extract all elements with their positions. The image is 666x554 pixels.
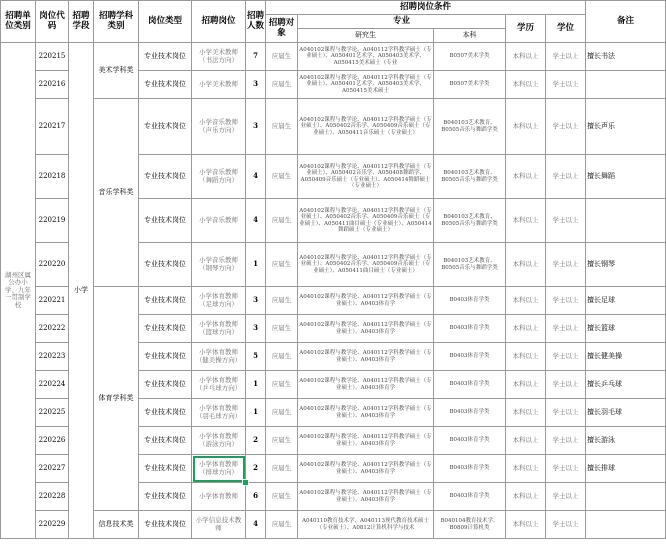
degree-cell[interactable]: 学士以上 bbox=[546, 427, 586, 455]
header-post[interactable]: 招聘岗位 bbox=[192, 1, 246, 43]
grad-major-cell[interactable]: A040102课程与教学论、A040112学科教学硕士（专业硕士）、A0403体育学 bbox=[298, 315, 434, 343]
undergrad-major-cell[interactable]: B0403体育学类 bbox=[434, 371, 506, 399]
count-cell[interactable]: 3 bbox=[246, 315, 266, 343]
post-type-cell[interactable]: 专业技术岗位 bbox=[139, 155, 192, 199]
target-cell[interactable]: 应届生 bbox=[266, 371, 298, 399]
undergrad-major-cell[interactable]: B040103艺术教育、B0505音乐与舞蹈学类 bbox=[434, 155, 506, 199]
target-cell[interactable]: 应届生 bbox=[266, 315, 298, 343]
undergrad-major-cell[interactable]: B0507美术学类 bbox=[434, 71, 506, 99]
header-post-code[interactable]: 岗位代码 bbox=[36, 1, 69, 43]
post-code-cell[interactable]: 220225 bbox=[36, 399, 69, 427]
target-cell[interactable]: 应届生 bbox=[266, 287, 298, 315]
grad-major-cell[interactable]: A040102课程与教学论、A040112学科教学硕士（专业硕士）、A0403体育学 bbox=[298, 455, 434, 483]
count-cell[interactable]: 4 bbox=[246, 511, 266, 539]
post-cell[interactable]: 小学音乐教师（声乐方向） bbox=[192, 99, 246, 155]
remark-cell[interactable]: 擅长健美操 bbox=[586, 343, 666, 371]
header-conditions[interactable]: 招聘岗位条件 bbox=[266, 1, 586, 15]
education-cell[interactable]: 本科以上 bbox=[506, 399, 546, 427]
remark-cell[interactable] bbox=[586, 199, 666, 243]
remark-cell[interactable]: 擅长篮球 bbox=[586, 315, 666, 343]
table-row bbox=[1, 287, 666, 315]
grad-major-cell[interactable]: A040102课程与教学论、A040112学科教学硕士（专业硕士）、A050401艺术学、A050403美术学、A050415美术硕士 bbox=[298, 71, 434, 99]
target-cell[interactable]: 应届生 bbox=[266, 199, 298, 243]
undergrad-major-cell[interactable]: B0403体育学类 bbox=[434, 455, 506, 483]
table-row bbox=[1, 511, 666, 539]
grad-major-cell[interactable]: A040102课程与教学论、A040112学科教学硕士（专业硕士）、A0403体育学 bbox=[298, 483, 434, 511]
count-cell[interactable]: 1 bbox=[246, 399, 266, 427]
post-code-cell[interactable]: 220221 bbox=[36, 287, 69, 315]
count-cell[interactable]: 3 bbox=[246, 287, 266, 315]
undergrad-major-cell[interactable]: B0403体育学类 bbox=[434, 483, 506, 511]
remark-cell[interactable]: 擅长羽毛球 bbox=[586, 399, 666, 427]
degree-cell[interactable]: 学士以上 bbox=[546, 155, 586, 199]
degree-cell[interactable]: 学士以上 bbox=[546, 243, 586, 287]
education-cell[interactable]: 本科以上 bbox=[506, 427, 546, 455]
remark-cell[interactable] bbox=[586, 71, 666, 99]
grad-major-cell[interactable]: A040102课程与教学论、A040112学科教学硕士（专业硕士）、A050402音乐学、A050409音乐硕士（专业硕士）、A050411音乐硕士（专业硕士） bbox=[298, 99, 434, 155]
post-cell[interactable]: 小学音乐教师 bbox=[192, 199, 246, 243]
undergrad-major-cell[interactable]: B0403体育学类 bbox=[434, 315, 506, 343]
remark-cell[interactable]: 擅长排球 bbox=[586, 455, 666, 483]
grad-major-cell[interactable]: A040102课程与教学论、A040112学科教学硕士（专业硕士）、A0403体育学 bbox=[298, 287, 434, 315]
remark-cell[interactable]: 擅长声乐 bbox=[586, 99, 666, 155]
count-cell[interactable]: 1 bbox=[246, 371, 266, 399]
grad-major-cell[interactable]: A040110教育技术学、A040113现代教育技术硕士（专业硕士）、A0812计算机科学与技术 bbox=[298, 511, 434, 539]
header-stage[interactable]: 招聘学段 bbox=[69, 1, 94, 43]
post-cell[interactable]: 小学音乐教师（钢琴方向） bbox=[192, 243, 246, 287]
education-cell[interactable]: 本科以上 bbox=[506, 343, 546, 371]
count-cell[interactable]: 3 bbox=[246, 99, 266, 155]
post-type-cell[interactable]: 专业技术岗位 bbox=[139, 343, 192, 371]
post-cell[interactable]: 小学体育教师（游泳方向） bbox=[192, 427, 246, 455]
count-cell[interactable]: 2 bbox=[246, 427, 266, 455]
post-cell[interactable]: 小学体育教师 bbox=[192, 483, 246, 511]
cell-fill-handle[interactable] bbox=[242, 479, 249, 486]
target-cell[interactable]: 应届生 bbox=[266, 455, 298, 483]
post-code-cell[interactable]: 220215 bbox=[36, 43, 69, 71]
target-cell[interactable]: 应届生 bbox=[266, 511, 298, 539]
header-target[interactable]: 招聘对象 bbox=[266, 15, 298, 43]
post-code-cell[interactable]: 220218 bbox=[36, 155, 69, 199]
remark-cell[interactable]: 擅长舞蹈 bbox=[586, 155, 666, 199]
degree-cell[interactable]: 学士以上 bbox=[546, 71, 586, 99]
header-remarks[interactable]: 备注 bbox=[586, 1, 666, 43]
post-code-cell[interactable]: 220226 bbox=[36, 427, 69, 455]
count-cell[interactable]: 7 bbox=[246, 43, 266, 71]
target-cell[interactable]: 应届生 bbox=[266, 243, 298, 287]
remark-cell[interactable]: 擅长书法 bbox=[586, 43, 666, 71]
post-type-cell[interactable]: 专业技术岗位 bbox=[139, 243, 192, 287]
education-cell[interactable]: 本科以上 bbox=[506, 43, 546, 71]
remark-cell[interactable] bbox=[586, 511, 666, 539]
target-cell[interactable]: 应届生 bbox=[266, 43, 298, 71]
undergrad-major-cell[interactable]: B040103艺术教育、B0505音乐与舞蹈学类 bbox=[434, 199, 506, 243]
education-cell[interactable]: 本科以上 bbox=[506, 287, 546, 315]
education-cell[interactable]: 本科以上 bbox=[506, 243, 546, 287]
count-cell[interactable]: 5 bbox=[246, 343, 266, 371]
post-cell[interactable]: 小学信息技术教师 bbox=[192, 511, 246, 539]
post-type-cell[interactable]: 专业技术岗位 bbox=[139, 483, 192, 511]
count-cell[interactable]: 4 bbox=[246, 155, 266, 199]
grad-major-cell[interactable]: A040102课程与教学论、A040112学科教学硕士（专业硕士）、A0403体育学 bbox=[298, 343, 434, 371]
post-type-cell[interactable]: 专业技术岗位 bbox=[139, 99, 192, 155]
remark-cell[interactable] bbox=[586, 483, 666, 511]
undergrad-major-cell[interactable]: B0507美术学类 bbox=[434, 43, 506, 71]
subject-cell[interactable]: 音乐学科类 bbox=[94, 99, 139, 287]
post-cell[interactable]: 小学体育教师（羽毛球方向） bbox=[192, 399, 246, 427]
undergrad-major-cell[interactable]: B0403体育学类 bbox=[434, 427, 506, 455]
undergrad-major-cell[interactable]: B040103艺术教育、B0505音乐与舞蹈学类 bbox=[434, 99, 506, 155]
table-row bbox=[1, 99, 666, 155]
target-cell[interactable]: 应届生 bbox=[266, 155, 298, 199]
post-code-cell[interactable]: 220228 bbox=[36, 483, 69, 511]
post-code-cell[interactable]: 220216 bbox=[36, 71, 69, 99]
count-cell[interactable]: 2 bbox=[246, 455, 266, 483]
post-type-cell[interactable]: 专业技术岗位 bbox=[139, 287, 192, 315]
degree-cell[interactable]: 学士以上 bbox=[546, 43, 586, 71]
post-code-cell[interactable]: 220219 bbox=[36, 199, 69, 243]
post-type-cell[interactable]: 专业技术岗位 bbox=[139, 455, 192, 483]
table-body bbox=[1, 1, 666, 539]
post-cell[interactable]: 小学音乐教师（舞蹈方向） bbox=[192, 155, 246, 199]
degree-cell[interactable]: 学士以上 bbox=[546, 483, 586, 511]
grad-major-cell[interactable]: A040102课程与教学论、A040112学科教学硕士（专业硕士）、A050402音乐学、A050409音乐硕士（专业硕士）、A050411曲目硕士（专业硕士）、A050414舞蹈硕士（专业硕士） bbox=[298, 199, 434, 243]
count-cell[interactable]: 3 bbox=[246, 71, 266, 99]
post-code-cell[interactable]: 220229 bbox=[36, 511, 69, 539]
post-cell[interactable]: 小学体育教师（乒乓球方向） bbox=[192, 371, 246, 399]
education-cell[interactable]: 本科以上 bbox=[506, 455, 546, 483]
grad-major-cell[interactable]: A040102课程与教学论、A040112学科教学硕士（专业硕士）、A050401艺术学、A050403美术学、A050415美术硕士（专业 bbox=[298, 43, 434, 71]
post-type-cell[interactable]: 专业技术岗位 bbox=[139, 43, 192, 71]
education-cell[interactable]: 本科以上 bbox=[506, 315, 546, 343]
target-cell[interactable]: 应届生 bbox=[266, 427, 298, 455]
post-code-cell[interactable]: 220227 bbox=[36, 455, 69, 483]
degree-cell[interactable]: 学士以上 bbox=[546, 399, 586, 427]
grad-major-cell[interactable]: A040102课程与教学论、A040112学科教学硕士（专业硕士）、A0403体育学 bbox=[298, 399, 434, 427]
header-subject[interactable]: 招聘学科类别 bbox=[94, 1, 139, 43]
post-code-cell[interactable]: 220223 bbox=[36, 343, 69, 371]
header-education[interactable]: 学历 bbox=[506, 15, 546, 43]
target-cell[interactable]: 应届生 bbox=[266, 71, 298, 99]
target-cell[interactable]: 应届生 bbox=[266, 399, 298, 427]
remark-cell[interactable]: 擅长乒乓球 bbox=[586, 371, 666, 399]
post-code-cell[interactable]: 220217 bbox=[36, 99, 69, 155]
undergrad-major-cell[interactable]: B040103艺术教育、B0505音乐与舞蹈学类 bbox=[434, 243, 506, 287]
post-code-cell[interactable]: 220220 bbox=[36, 243, 69, 287]
degree-cell[interactable]: 学士以上 bbox=[546, 511, 586, 539]
degree-cell[interactable]: 学士以上 bbox=[546, 99, 586, 155]
degree-cell[interactable]: 学士以上 bbox=[546, 343, 586, 371]
header-count[interactable]: 招聘人数 bbox=[246, 1, 266, 43]
count-cell[interactable]: 6 bbox=[246, 483, 266, 511]
header-grad[interactable]: 研究生 bbox=[298, 29, 434, 43]
target-cell[interactable]: 应届生 bbox=[266, 483, 298, 511]
post-cell-selected[interactable]: 小学体育教师（排球方向） bbox=[192, 455, 246, 483]
header-major[interactable]: 专业 bbox=[298, 15, 506, 29]
grad-major-cell[interactable]: A040102课程与教学论、A040112学科教学硕士（专业硕士）、A050402音乐学、A050408舞蹈学、A050409音乐硕士（专业硕士）、A050414舞蹈硕士（专业硕士） bbox=[298, 155, 434, 199]
post-type-cell[interactable]: 专业技术岗位 bbox=[139, 399, 192, 427]
table-row bbox=[1, 43, 666, 71]
post-cell[interactable]: 小学美术教师 bbox=[192, 71, 246, 99]
undergrad-major-cell[interactable]: B0403体育学类 bbox=[434, 343, 506, 371]
stage-cell[interactable]: 小学 bbox=[69, 43, 94, 539]
education-cell[interactable]: 本科以上 bbox=[506, 483, 546, 511]
post-cell[interactable]: 小学美术教师（书法方向） bbox=[192, 43, 246, 71]
count-cell[interactable]: 4 bbox=[246, 199, 266, 243]
post-cell[interactable]: 小学体育教师（健美操方向） bbox=[192, 343, 246, 371]
education-cell[interactable]: 本科以上 bbox=[506, 71, 546, 99]
post-type-cell[interactable]: 专业技术岗位 bbox=[139, 511, 192, 539]
grad-major-cell[interactable]: A040102课程与教学论、A040112学科教学硕士（专业硕士）、A0403体育学 bbox=[298, 427, 434, 455]
post-type-cell[interactable]: 专业技术岗位 bbox=[139, 371, 192, 399]
post-type-cell[interactable]: 专业技术岗位 bbox=[139, 199, 192, 243]
subject-cell[interactable]: 美术学科类 bbox=[94, 43, 139, 99]
post-type-cell[interactable]: 专业技术岗位 bbox=[139, 315, 192, 343]
undergrad-major-cell[interactable]: B0403体育学类 bbox=[434, 399, 506, 427]
grad-major-cell[interactable]: A040102课程与教学论、A040112学科教学硕士（专业硕士）、A0403体育学 bbox=[298, 371, 434, 399]
remark-cell[interactable]: 擅长足球 bbox=[586, 287, 666, 315]
post-type-cell[interactable]: 专业技术岗位 bbox=[139, 427, 192, 455]
post-code-cell[interactable]: 220224 bbox=[36, 371, 69, 399]
degree-cell[interactable]: 学士以上 bbox=[546, 315, 586, 343]
remark-cell[interactable]: 擅长游泳 bbox=[586, 427, 666, 455]
degree-cell[interactable]: 学士以上 bbox=[546, 371, 586, 399]
count-cell[interactable]: 1 bbox=[246, 243, 266, 287]
header-degree[interactable]: 学位 bbox=[546, 15, 586, 43]
post-cell[interactable]: 小学体育教师（足球方向） bbox=[192, 287, 246, 315]
header-undergrad[interactable]: 本科 bbox=[434, 29, 506, 43]
education-cell[interactable]: 本科以上 bbox=[506, 199, 546, 243]
unit-cell[interactable]: 湖州区属公办小学、九年一贯制学校 bbox=[1, 43, 36, 539]
subject-cell[interactable]: 体育学科类 bbox=[94, 287, 139, 511]
target-cell[interactable]: 应届生 bbox=[266, 99, 298, 155]
post-type-cell[interactable]: 专业技术岗位 bbox=[139, 71, 192, 99]
header-unit[interactable]: 招聘单位类别 bbox=[1, 1, 36, 43]
remark-cell[interactable]: 擅长钢琴 bbox=[586, 243, 666, 287]
header-post-type[interactable]: 岗位类型 bbox=[139, 1, 192, 43]
target-cell[interactable]: 应届生 bbox=[266, 343, 298, 371]
education-cell[interactable]: 本科以上 bbox=[506, 155, 546, 199]
undergrad-major-cell[interactable]: B0403体育学类 bbox=[434, 287, 506, 315]
degree-cell[interactable]: 学士以上 bbox=[546, 287, 586, 315]
undergrad-major-cell[interactable]: B040104教育技术学、B0809计算机类 bbox=[434, 511, 506, 539]
degree-cell[interactable]: 学士以上 bbox=[546, 199, 586, 243]
education-cell[interactable]: 本科以上 bbox=[506, 371, 546, 399]
post-code-cell[interactable]: 220222 bbox=[36, 315, 69, 343]
grad-major-cell[interactable]: A040102课程与教学论、A040112学科教学硕士（专业硕士）、A050402音乐学、A050409音乐硕士（专业硕士）、A050411曲目硕士（专业硕士） bbox=[298, 243, 434, 287]
education-cell[interactable]: 本科以上 bbox=[506, 99, 546, 155]
subject-cell[interactable]: 信息技术类 bbox=[94, 511, 139, 539]
education-cell[interactable]: 本科以上 bbox=[506, 511, 546, 539]
degree-cell[interactable]: 学士以上 bbox=[546, 455, 586, 483]
post-cell[interactable]: 小学体育教师（篮球方向） bbox=[192, 315, 246, 343]
